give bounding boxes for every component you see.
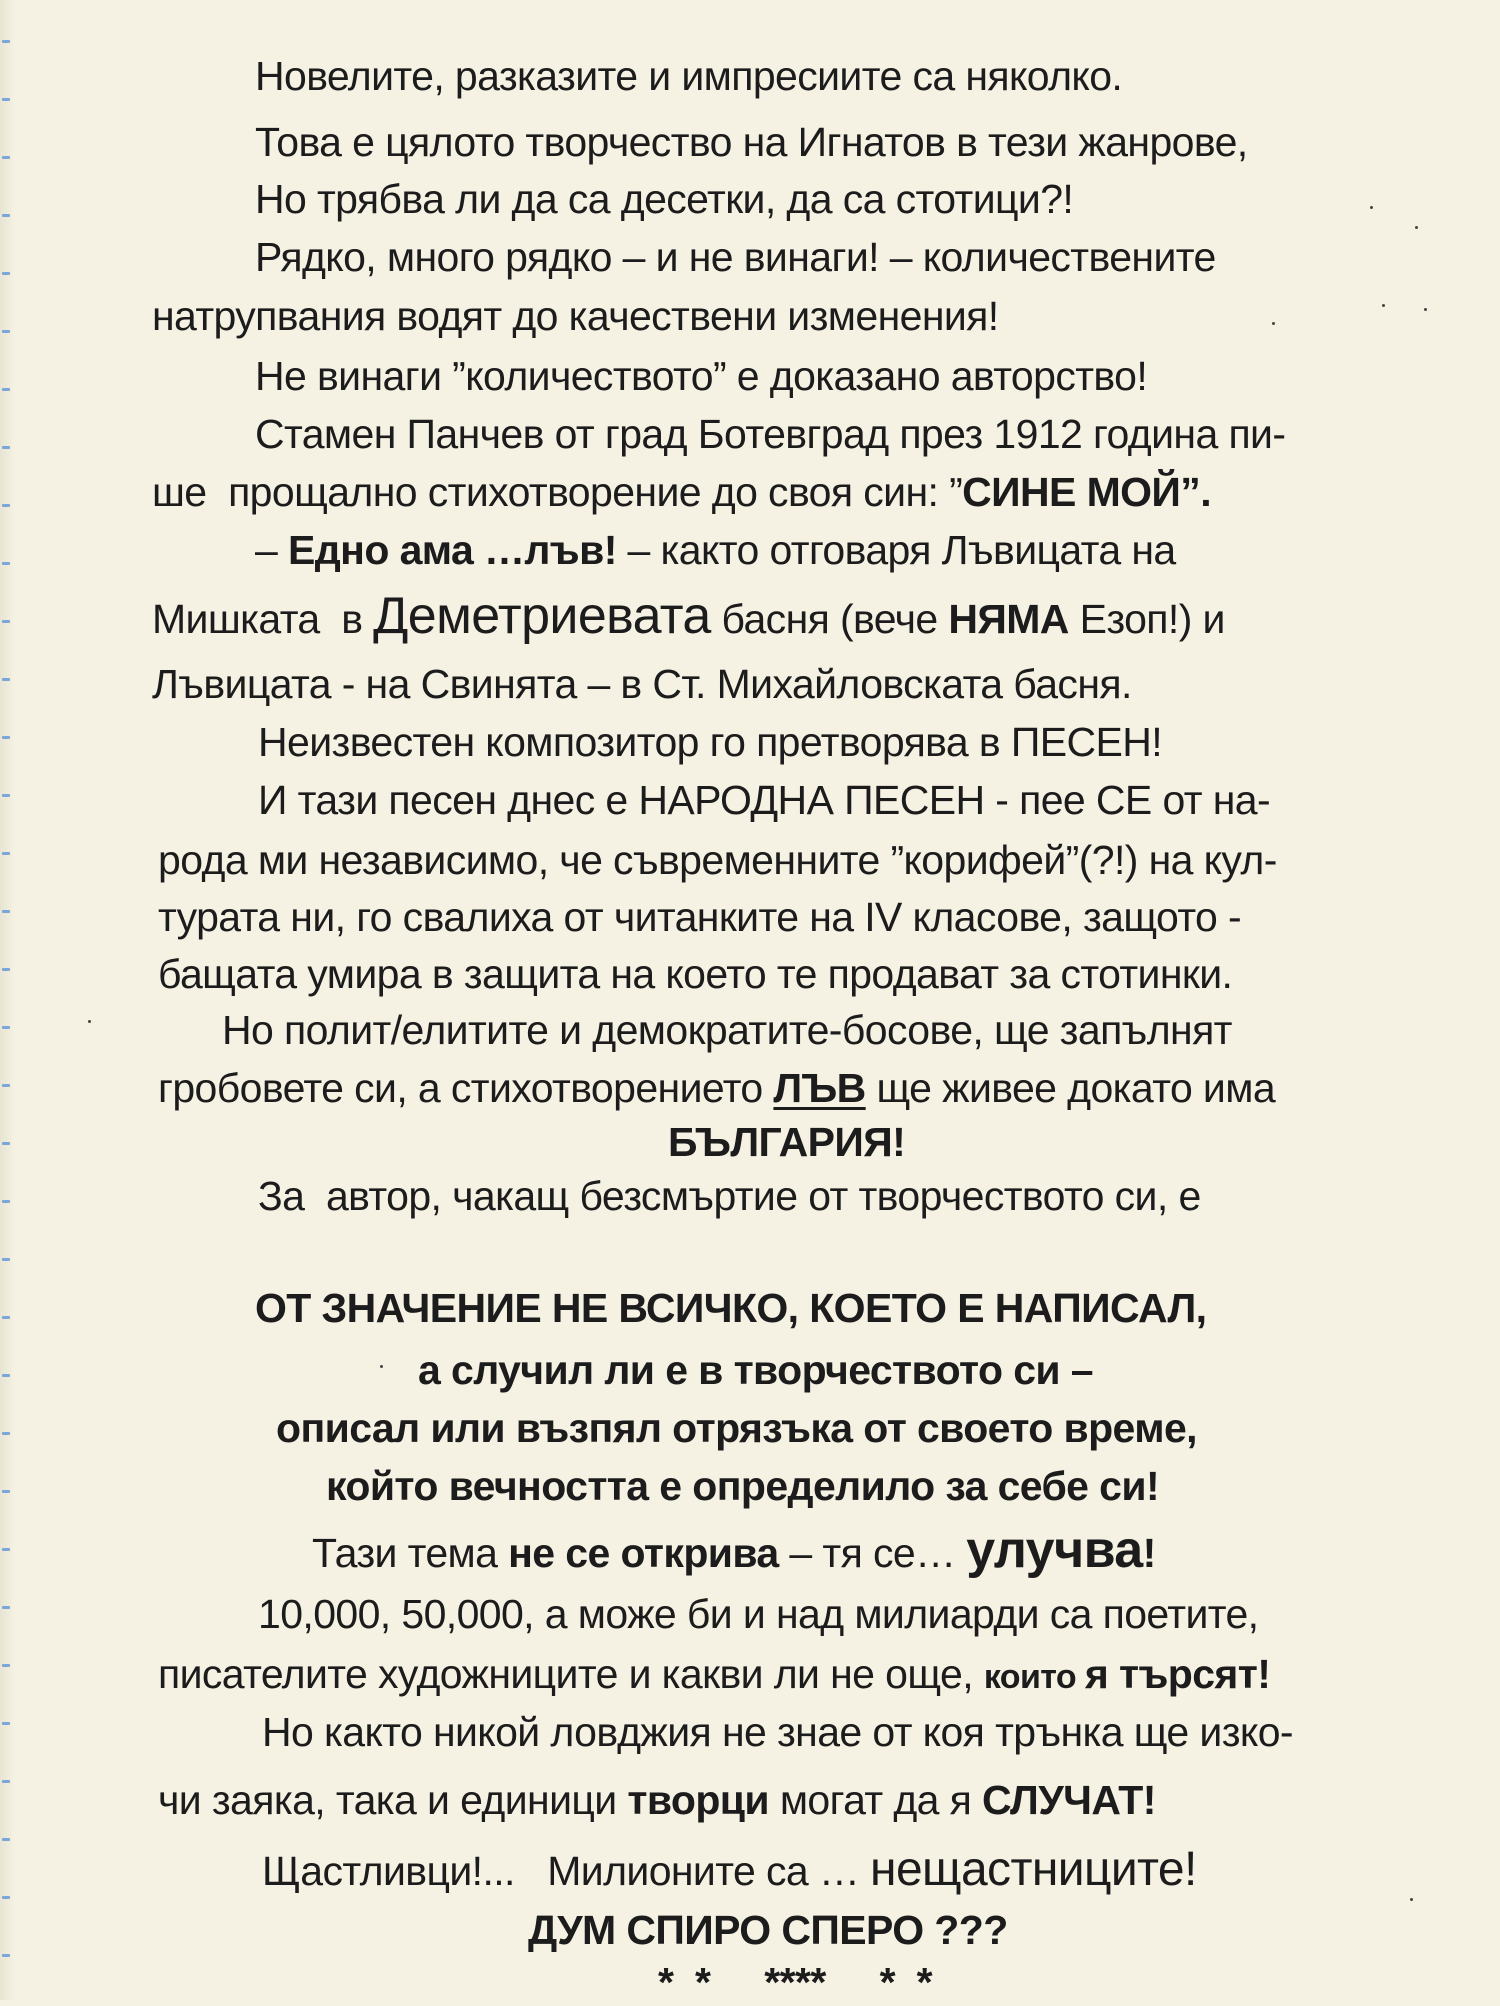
text-segment: рода ми независимо, че съвременните ”корифей”(?!) на кул- [158, 837, 1277, 883]
text-line [658, 1958, 932, 2006]
text-segment: И тази песен днес е НАРОДНА ПЕСЕН - пее СЕ от на- [258, 777, 1271, 823]
text-line [668, 1118, 905, 1166]
paper-speck [380, 1365, 383, 1368]
text-segment: турата ни, го свалиха от читанките на IV класове, защото - [158, 894, 1242, 940]
text-segment-bold-small: които [983, 1658, 1085, 1696]
text-line [262, 1843, 1197, 1896]
text-line [222, 1006, 1232, 1054]
paper-speck [1382, 304, 1385, 307]
paper-speck [1272, 322, 1275, 325]
text-segment-bold: Едно ама …лъв! [288, 527, 617, 573]
text-segment: Не винаги ”количеството” е доказано авторство! [255, 353, 1148, 399]
text-segment: могат да я [769, 1777, 983, 1823]
text-line [276, 1404, 1197, 1452]
text-line [255, 233, 1216, 281]
text-segment: Рядко, много рядко – и не винаги! – количествените [255, 234, 1216, 280]
text-segment-bold-underlined: ЛЪВ [773, 1065, 866, 1111]
text-segment-bold: а случил ли е в творчеството си – [418, 1347, 1093, 1393]
text-line [258, 776, 1270, 824]
paper-speck [1410, 1898, 1413, 1901]
text-line [255, 118, 1248, 166]
text-segment: чи заяка, така и единици [158, 1777, 628, 1823]
text-segment-large: нещастниците! [870, 1843, 1197, 1896]
text-line [158, 950, 1232, 998]
text-segment-bold-large: улучва [966, 1521, 1143, 1579]
paper-speck [1415, 226, 1418, 229]
text-segment-large: Деметриевата [373, 587, 711, 645]
text-line [255, 526, 1176, 574]
text-segment: Щастливци!... Милионите са … [262, 1848, 871, 1894]
text-line [528, 1906, 1008, 1954]
text-segment: Мишката в [152, 596, 374, 642]
text-segment: 10,000, 50,000, а може би и над милиарди са поетите, [258, 1591, 1259, 1637]
text-line [158, 893, 1241, 941]
text-segment: Това е цялото творчество на Игнатов в тези жанрове, [255, 119, 1248, 165]
text-line [255, 1284, 1206, 1332]
text-line [152, 660, 1132, 708]
text-segment-bold: * * **** * * [658, 1959, 932, 2005]
text-line [312, 1521, 1156, 1579]
text-line [152, 468, 1211, 516]
text-line [255, 175, 1073, 223]
text-segment: Езоп!) и [1068, 596, 1225, 642]
text-segment: Но трябва ли да са десетки, да са стотици?! [255, 176, 1074, 222]
text-line [255, 52, 1122, 100]
text-segment: Но полит/елитите и демократите-босове, ще запълнят [222, 1007, 1232, 1053]
text-segment-bold: не се открива [508, 1530, 779, 1576]
text-segment: ще живее докато има [865, 1065, 1276, 1111]
text-line [152, 292, 999, 340]
text-segment: Стамен Панчев от град Ботевград през 1912 година пи- [255, 411, 1286, 457]
text-line [258, 718, 1162, 766]
text-segment-bold: ОТ ЗНАЧЕНИЕ НЕ ВСИЧКО, КОЕТО Е НАПИСАЛ, [255, 1285, 1207, 1331]
text-line [262, 1708, 1293, 1756]
text-line [258, 1172, 1201, 1220]
paper-speck [1424, 308, 1427, 311]
text-line [158, 1776, 1156, 1824]
text-line [255, 410, 1285, 458]
text-segment: – [255, 527, 288, 573]
text-segment: Лъвицата - на Свинята – в Ст. Михайловската басня. [152, 661, 1132, 707]
text-segment: ше прощално стихотворение до своя син: ” [152, 469, 963, 515]
text-segment-bold: я търсят! [1084, 1651, 1271, 1697]
text-segment-bold: БЪЛГАРИЯ! [668, 1119, 906, 1165]
text-segment: – както отговаря Лъвицата на [616, 527, 1176, 573]
paper-speck [88, 1020, 91, 1023]
text-segment-bold: СЛУЧАТ! [982, 1777, 1156, 1823]
text-segment: басня (вече [710, 596, 949, 642]
text-segment: гробовете си, а стихотворението [158, 1065, 774, 1111]
text-segment-bold: НЯМА [948, 596, 1069, 642]
text-segment: Тази тема [312, 1530, 509, 1576]
text-segment: Новелите, разказите и импресиите са няколко. [255, 53, 1123, 99]
text-line [258, 1590, 1258, 1638]
text-segment-bold: ДУМ СПИРО СПЕРО ??? [528, 1907, 1008, 1953]
text-segment: Неизвестен композитор го претворява в ПЕСЕН! [258, 719, 1163, 765]
text-segment: натрупвания водят до качествени изменения! [152, 293, 999, 339]
text-segment-bold: който вечността е определило за себе си! [326, 1463, 1160, 1509]
text-line [152, 587, 1225, 645]
text-line [255, 352, 1147, 400]
text-segment-bold: СИНЕ МОЙ”. [962, 469, 1211, 515]
text-segment: – тя се… [778, 1530, 967, 1576]
text-line [158, 1650, 1270, 1701]
text-line [326, 1462, 1159, 1510]
text-segment-bold: ! [1142, 1530, 1156, 1576]
text-segment: бащата умира в защита на което те продават за стотинки. [158, 951, 1233, 997]
text-segment-bold: творци [627, 1777, 770, 1823]
paper-speck [1370, 206, 1373, 209]
text-segment: За автор, чакащ безсмъртие от творчеството си, е [258, 1173, 1201, 1219]
text-line [158, 836, 1277, 884]
text-segment: Но както никой ловджия не знае от коя трънка ще изко- [262, 1709, 1293, 1755]
text-line [158, 1064, 1275, 1112]
text-line [418, 1346, 1093, 1394]
text-segment-bold: описал или възпял отрязъка от своето време, [276, 1405, 1197, 1451]
text-segment: писателите художниците и какви ли не още, [158, 1651, 984, 1697]
